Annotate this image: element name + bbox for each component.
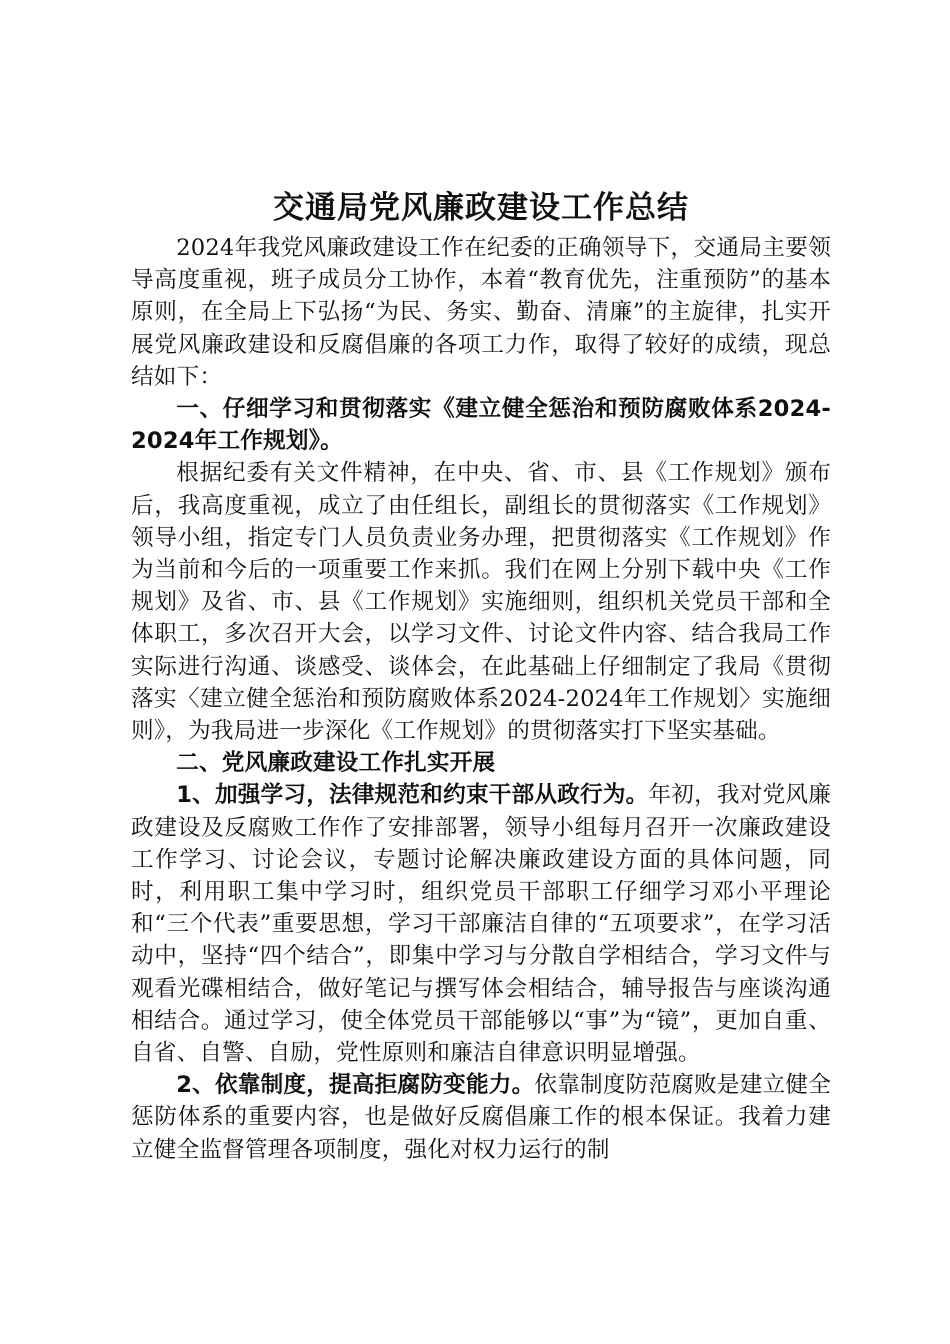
item-1-body: 年初，我对党风廉政建设及反腐败工作作了安排部署，领导小组每月召开一次廉政建设工作学习、讨论会议，专题讨论解决廉政建设方面的具体问题，同时，利用职工集中学习时，组织党员干部职工仔细学习邓小平理论和“三个代表”重要思想，学习干部廉洁自律的“五项要求”，在学习活动中，坚持“四个结合”，即集中学习与分散自学相结合，学习文件与观看光碟相结合，做好笔记与撰写体会相结合，辅导报告与座谈沟通相结合。通过学习，使全体党员干部能够以“事”为“镜”，更加自重、自省、自警、自励，党性原则和廉洁自律意识明显增强。: [131, 782, 831, 1067]
section-1-body: 根据纪委有关文件精神，在中央、省、市、县《工作规划》颁布后，我高度重视，成立了由任组长，副组长的贯彻落实《工作规划》领导小组，指定专门人员负责业务办理，把贯彻落实《工作规划》作为当前和今后的一项重要工作来抓。我们在网上分别下载中央《工作规划》及省、市、县《工作规划》实施细则，组织机关党员干部和全体职工，多次召开大会，以学习文件、讨论文件内容、结合我局工作实际进行沟通、谈感受、谈体会，在此基础上仔细制定了我局《贯彻落实〈建立健全惩治和预防腐败体系2024-2024年工作规划〉实施细则》，为我局进一步深化《工作规划》的贯彻落实打下坚实基础。: [131, 460, 831, 745]
intro-paragraph: 2024年我党风廉政建设工作在纪委的正确领导下，交通局主要领导高度重视，班子成员分工协作，本着“教育优先，注重预防”的基本原则，在全局上下弘扬“为民、务实、勤奋、清廉”的主旋律，扎实开展党风廉政建设和反腐倡廉的各项工力作，取得了较好的成绩，现总结如下：: [131, 235, 831, 390]
item-1-lead: 1、加强学习，法律规范和约束干部从政行为。: [176, 782, 649, 809]
section-1-heading: 一、仔细学习和贯彻落实《建立健全惩治和预防腐败体系2024-2024年工作规划》。: [131, 396, 831, 455]
document-page: [131, 186, 831, 1166]
section-2-item-1: [131, 779, 831, 1069]
item-2-body: 依靠制度防范腐败是建立健全惩防体系的重要内容，也是做好反腐倡廉工作的根本保证。我着力建立健全监督管理各项制度，强化对权力运行的制: [131, 1072, 831, 1163]
document-title: 交通局党风廉政建设工作总结: [273, 190, 689, 226]
section-2-item-2: [131, 1069, 831, 1166]
section-2-heading: 二、党风廉政建设工作扎实开展: [176, 750, 496, 777]
item-2-lead: 2、依靠制度，提高拒腐防变能力。: [176, 1072, 535, 1099]
